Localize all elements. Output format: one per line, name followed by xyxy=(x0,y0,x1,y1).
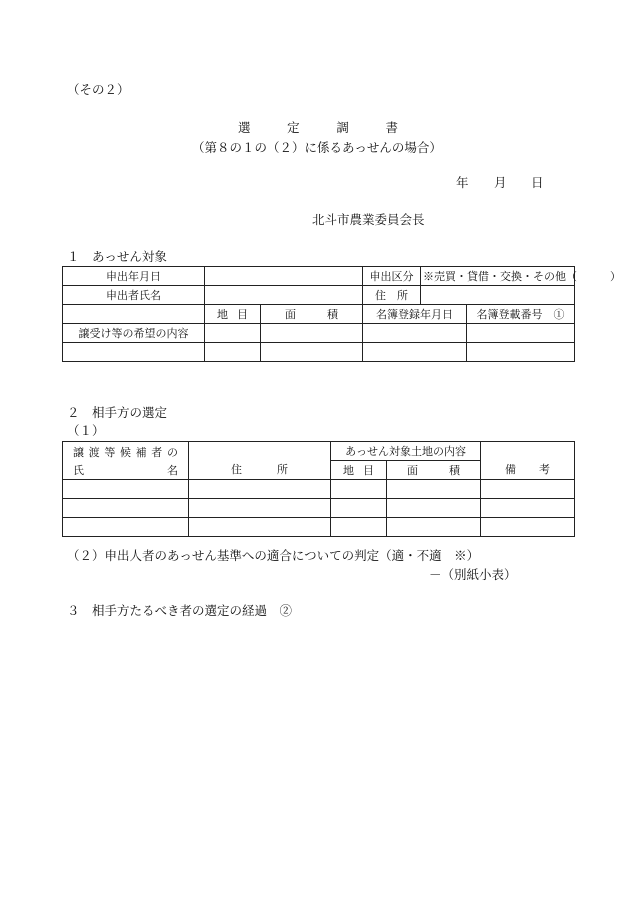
candidate-name-cell[interactable] xyxy=(63,499,189,518)
header-char: 地 xyxy=(217,308,228,321)
remarks-cell[interactable] xyxy=(481,518,575,537)
table-row xyxy=(63,442,575,461)
land-category-cell[interactable] xyxy=(331,518,387,537)
title-char: 書 xyxy=(385,120,398,135)
table-row xyxy=(63,499,575,518)
counterparty-table xyxy=(62,441,575,537)
header-char: 住 xyxy=(231,463,242,476)
date-year: 年 xyxy=(456,175,469,190)
registry-number-cell[interactable] xyxy=(467,324,575,343)
application-date-field[interactable] xyxy=(205,267,363,286)
area-cell[interactable] xyxy=(387,499,481,518)
address-field[interactable] xyxy=(421,286,575,305)
title-char: 調 xyxy=(336,120,349,135)
header-char: 備 xyxy=(505,463,517,476)
land-category-cell[interactable] xyxy=(331,480,387,499)
header-char: 補 xyxy=(135,445,147,459)
title-char: 選 xyxy=(238,120,251,135)
header-char: 名 xyxy=(167,463,178,477)
title-char: 定 xyxy=(287,120,300,135)
application-date-label: 申出年月日 xyxy=(63,267,205,286)
area-cell[interactable] xyxy=(387,518,481,537)
document-subtitle: （第８の１の（２）に係るあっせんの場合） xyxy=(192,140,442,155)
remarks-header xyxy=(481,442,575,480)
section2-sub2-note: －（別紙小表） xyxy=(429,567,517,582)
application-type-value: ※売買・貸借・交換・その他（ ） xyxy=(421,267,575,286)
address-label xyxy=(363,286,421,305)
table-row xyxy=(63,518,575,537)
area-cell[interactable] xyxy=(261,324,363,343)
table-row xyxy=(63,324,575,343)
date-day: 日 xyxy=(531,175,544,190)
header-char: 考 xyxy=(539,463,551,476)
header-char: 氏 xyxy=(73,463,84,477)
header-char: 積 xyxy=(449,464,461,477)
table-row xyxy=(63,267,575,286)
table-row xyxy=(63,343,575,362)
mediation-target-table xyxy=(62,266,621,362)
candidate-line2 xyxy=(63,462,188,478)
land-content-header: あっせん対象土地の内容 xyxy=(331,442,481,461)
land-category-cell[interactable] xyxy=(331,499,387,518)
header-char: 等 xyxy=(104,445,116,459)
header-char: 候 xyxy=(119,445,131,459)
registry-number-cell[interactable] xyxy=(467,343,575,362)
blank-cell xyxy=(63,305,205,324)
transfer-wish-label: 譲受け等の希望の内容 xyxy=(63,324,205,343)
applicant-name-field[interactable] xyxy=(205,286,363,305)
land-category-header xyxy=(331,461,387,480)
area-header xyxy=(387,461,481,480)
address-label-char: 住 xyxy=(375,289,386,302)
addressee: 北斗市農業委員会長 xyxy=(312,212,425,227)
section2-sub2: （２）申出人者のあっせん基準への適合についての判定（適・不適 ※） xyxy=(67,548,480,563)
registry-date-cell[interactable] xyxy=(363,324,467,343)
address-cell[interactable] xyxy=(189,518,331,537)
candidate-name-cell[interactable] xyxy=(63,518,189,537)
table-row xyxy=(63,305,575,324)
header-char: の xyxy=(166,445,178,459)
section2-sub1: （１） xyxy=(67,423,105,438)
applicant-name-label: 申出者氏名 xyxy=(63,286,205,305)
header-char: 者 xyxy=(151,445,163,459)
address-label-char: 所 xyxy=(397,289,408,302)
header-char: 面 xyxy=(285,308,296,321)
candidate-name-header xyxy=(63,442,189,480)
section3-heading: ３ 相手方たるべき者の選定の経過 ② xyxy=(67,603,293,618)
header-char: 地 xyxy=(343,464,354,477)
candidate-line1 xyxy=(63,444,188,460)
land-category-cell[interactable] xyxy=(205,343,261,362)
address-cell[interactable] xyxy=(189,499,331,518)
header-char: 譲 xyxy=(73,445,84,459)
address-cell[interactable] xyxy=(189,480,331,499)
blank-cell xyxy=(63,343,205,362)
land-category-header xyxy=(205,305,261,324)
date-month: 月 xyxy=(494,175,507,190)
header-char: 渡 xyxy=(88,445,100,459)
area-cell[interactable] xyxy=(261,343,363,362)
remarks-cell[interactable] xyxy=(481,480,575,499)
registry-date-cell[interactable] xyxy=(363,343,467,362)
table-row xyxy=(63,286,575,305)
candidate-name-cell[interactable] xyxy=(63,480,189,499)
area-cell[interactable] xyxy=(387,480,481,499)
address-header xyxy=(189,442,331,480)
land-category-cell[interactable] xyxy=(205,324,261,343)
part-label: （その２） xyxy=(67,82,130,97)
table-row xyxy=(63,480,575,499)
header-char: 目 xyxy=(363,464,374,477)
remarks-cell[interactable] xyxy=(481,499,575,518)
section2-heading: ２ 相手方の選定 xyxy=(67,405,168,420)
section1-heading: １ あっせん対象 xyxy=(67,249,167,264)
registry-date-header: 名簿登録年月日 xyxy=(363,305,467,324)
header-char: 目 xyxy=(237,308,248,321)
header-char: 所 xyxy=(277,463,288,476)
header-char: 面 xyxy=(407,464,418,477)
header-char: 積 xyxy=(327,308,338,321)
area-header xyxy=(261,305,363,324)
registry-number-header: 名簿登載番号 ① xyxy=(467,305,575,324)
document-title xyxy=(238,118,398,136)
application-type-label: 申出区分 xyxy=(363,267,421,286)
